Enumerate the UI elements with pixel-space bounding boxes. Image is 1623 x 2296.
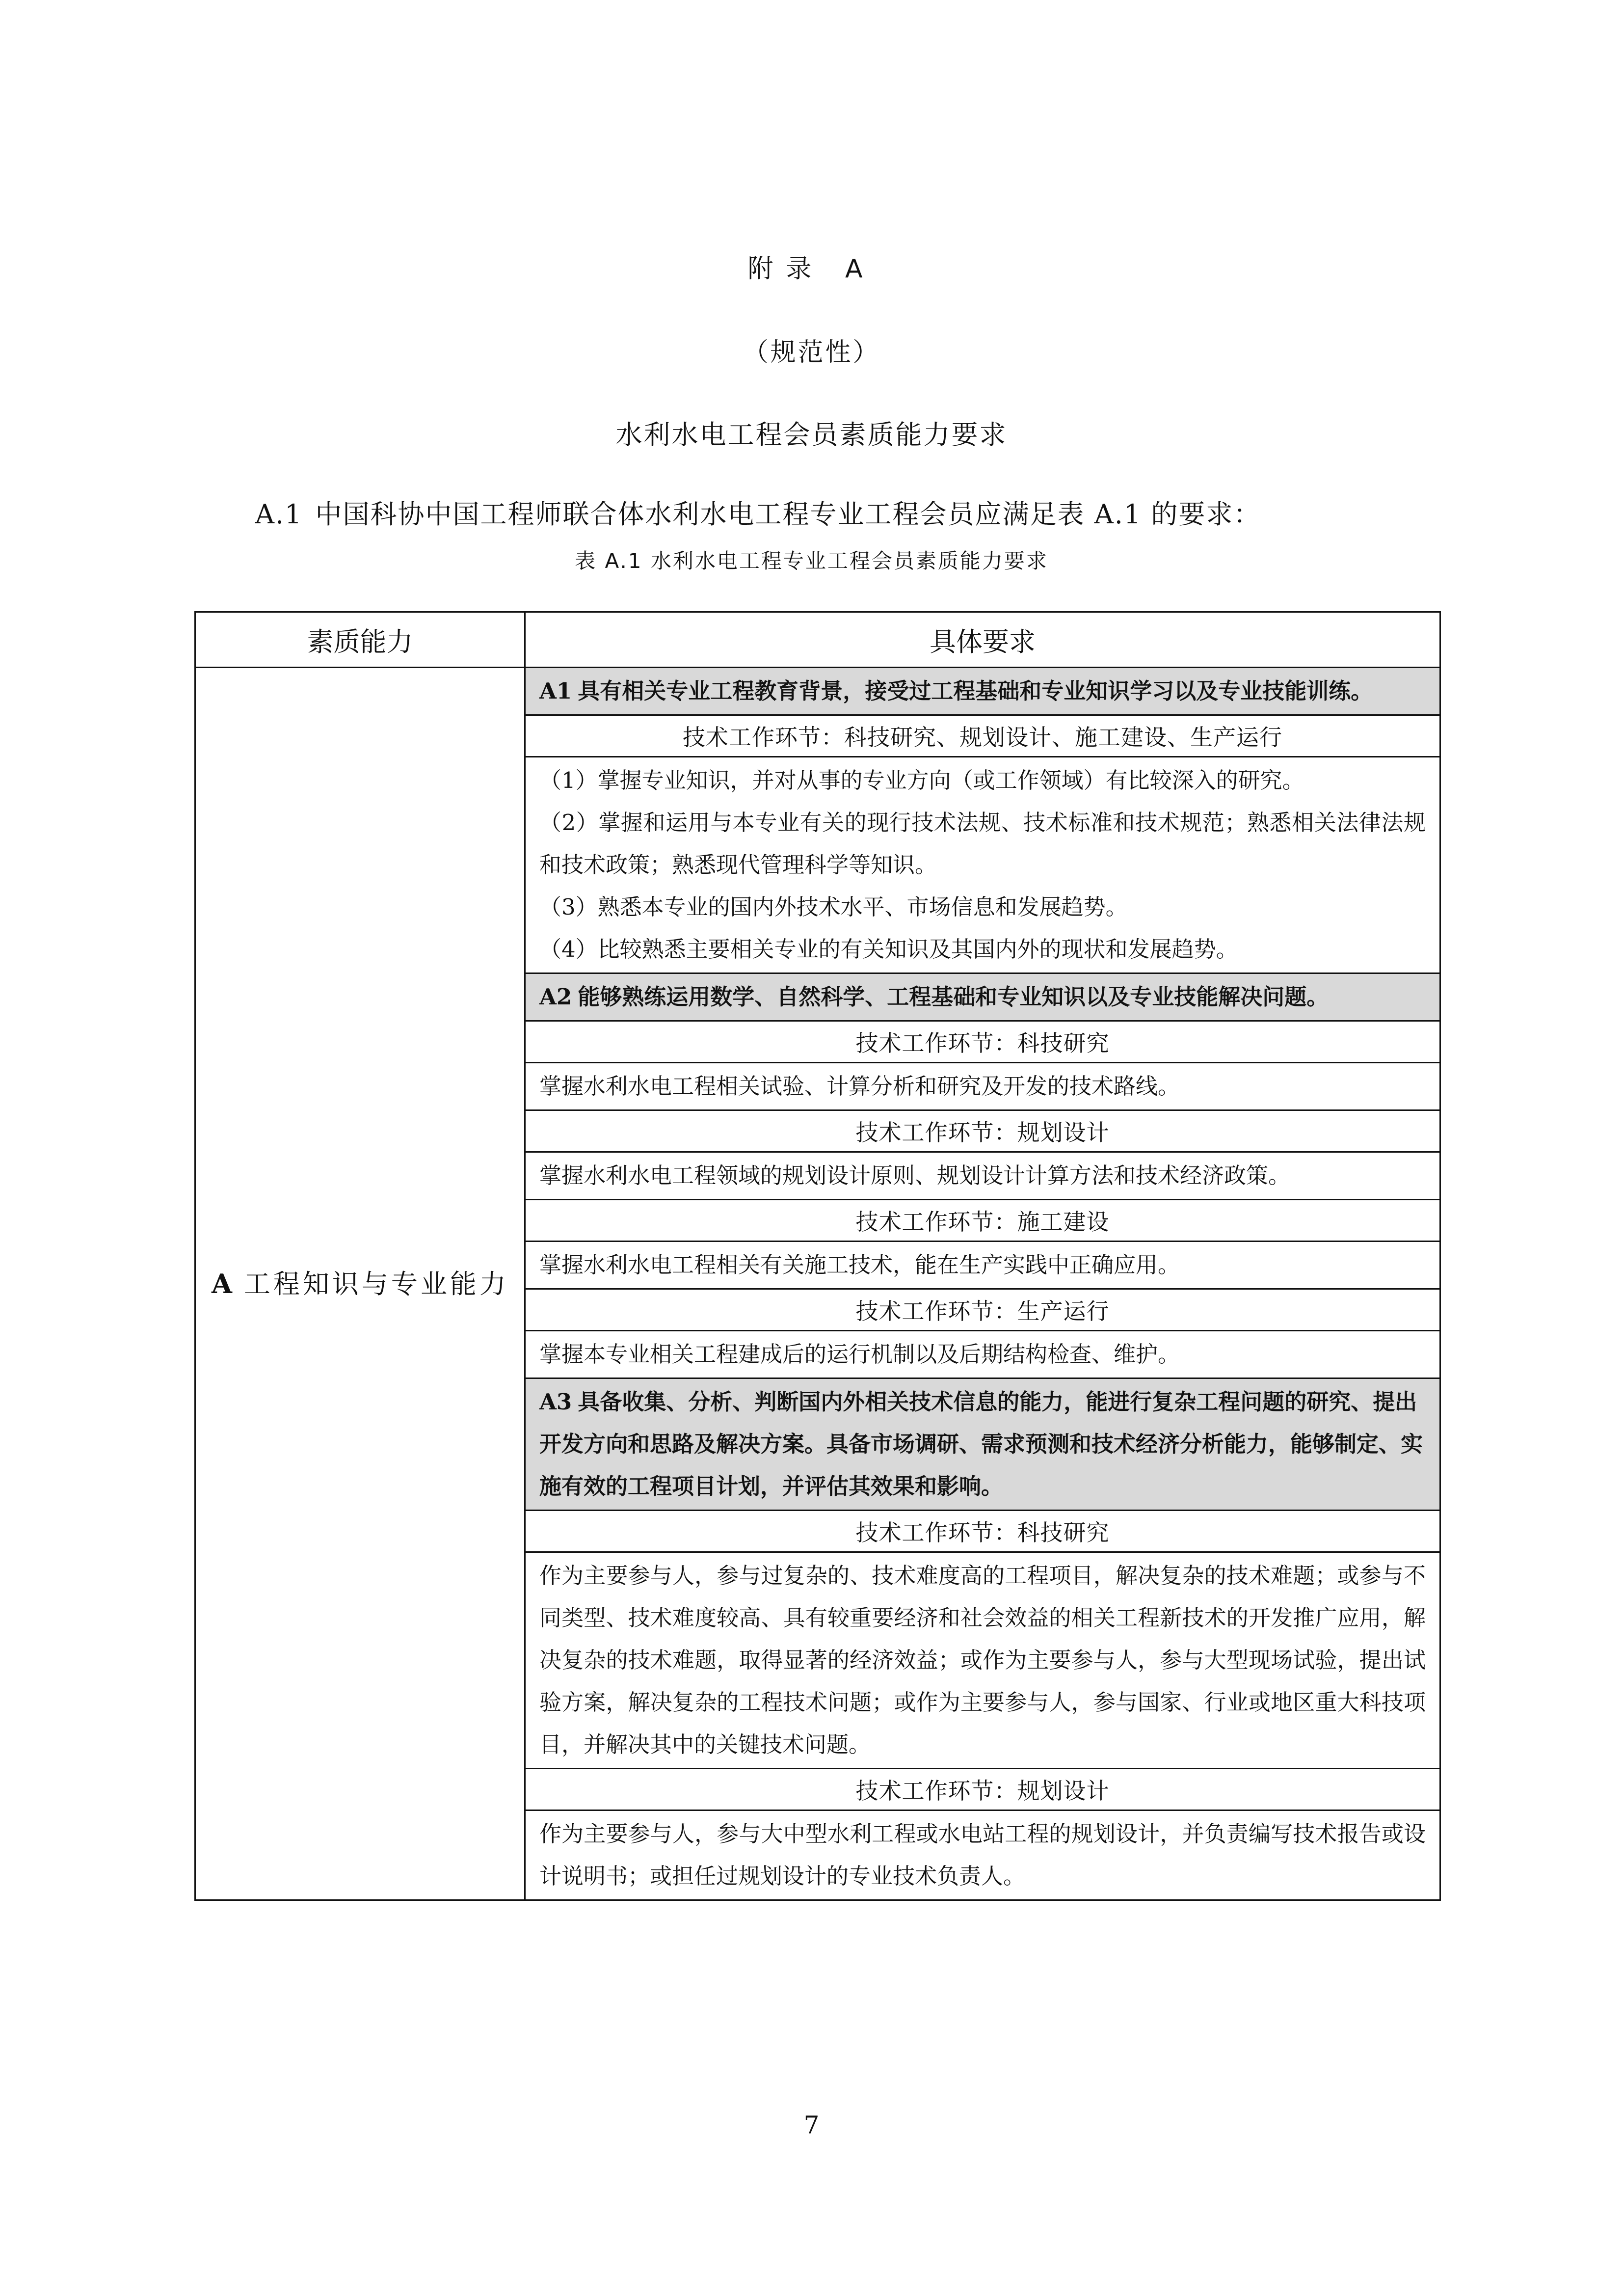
requirement-a1-code: A1 xyxy=(539,678,572,704)
category-cell xyxy=(195,668,525,1900)
detail-a1-item-3: （3）熟悉本专业的国内外技术水平、市场信息和发展趋势。 xyxy=(539,894,1128,920)
detail-a2-construction: 掌握水利水电工程相关有关施工技术，能在生产实践中正确应用。 xyxy=(525,1242,1440,1289)
detail-a3-research: 作为主要参与人，参与过复杂的、技术难度高的工程项目，解决复杂的技术难题；或参与不同类型、技术难度较高、具有较重要经济和社会效益的相关工程新技术的开发推广应用，解决复杂的技术难题，取得显著的经济效益；或作为主要参与人，参与大型现场试验，提出试验方案，解决复杂的工程技术问题；或作为主要参与人，参与国家、行业或地区重大科技项目，并解决其中的关键技术问题。 xyxy=(525,1552,1440,1769)
intro-paragraph xyxy=(255,493,1261,531)
detail-a1-item-4: （4）比较熟悉主要相关专业的有关知识及其国内外的现状和发展趋势。 xyxy=(539,936,1238,962)
requirement-a2-text: 能够熟练运用数学、自然科学、工程基础和专业知识以及专业技能解决问题。 xyxy=(578,984,1329,1010)
requirement-a3 xyxy=(525,1378,1440,1511)
table-header-row xyxy=(195,612,1440,668)
detail-a1-item-1: （1）掌握专业知识，并对从事的专业方向（或工作领域）有比较深入的研究。 xyxy=(539,767,1304,793)
requirement-a2 xyxy=(525,973,1440,1021)
stage-a2-planning: 技术工作环节：规划设计 xyxy=(525,1110,1440,1152)
stage-a2-research: 技术工作环节：科技研究 xyxy=(525,1021,1440,1063)
detail-a2-planning: 掌握水利水电工程领域的规划设计原则、规划设计计算方法和技术经济政策。 xyxy=(525,1152,1440,1200)
requirement-a1 xyxy=(525,668,1440,715)
requirement-a1-text: 具有相关专业工程教育背景，接受过工程基础和专业知识学习以及专业技能训练。 xyxy=(578,678,1373,704)
page-number: 7 xyxy=(803,2111,820,2139)
table-caption: 表 A.1 水利水电工程专业工程会员素质能力要求 xyxy=(575,549,1048,573)
detail-a2-operation: 掌握本专业相关工程建成后的运行机制以及后期结构检查、维护。 xyxy=(525,1331,1440,1378)
detail-a1 xyxy=(525,757,1440,973)
intro-number: A.1 xyxy=(255,499,303,530)
requirements-table xyxy=(194,611,1441,1901)
appendix-nature: （规范性） xyxy=(743,338,880,367)
requirement-a3-text: 具备收集、分析、判断国内外相关技术信息的能力，能进行复杂工程问题的研究、提出开发方向和思路及解决方案。具备市场调研、需求预测和技术经济分析能力，能够制定、实施有效的工程项目计划，并评估其效果和影响。 xyxy=(539,1389,1423,1499)
stage-a3-planning: 技术工作环节：规划设计 xyxy=(525,1769,1440,1810)
header-right: 具体要求 xyxy=(525,612,1440,668)
stage-a2-construction: 技术工作环节：施工建设 xyxy=(525,1200,1440,1242)
appendix-heading: 水利水电工程会员素质能力要求 xyxy=(615,419,1008,450)
stage-a3-research: 技术工作环节：科技研究 xyxy=(525,1511,1440,1552)
requirement-a2-code: A2 xyxy=(539,984,572,1010)
stage-a1: 技术工作环节：科技研究、规划设计、施工建设、生产运行 xyxy=(525,715,1440,757)
stage-a2-operation: 技术工作环节：生产运行 xyxy=(525,1289,1440,1331)
detail-a3-planning: 作为主要参与人，参与大中型水利工程或水电站工程的规划设计，并负责编写技术报告或设计说明书；或担任过规划设计的专业技术负责人。 xyxy=(525,1810,1440,1900)
appendix-title: 附录 A xyxy=(747,254,876,284)
category-code: A xyxy=(212,1268,235,1299)
detail-a1-item-2: （2）掌握和运用与本专业有关的现行技术法规、技术标准和技术规范；熟悉相关法律法规和技术政策；熟悉现代管理科学等知识。 xyxy=(539,810,1426,878)
table-row xyxy=(195,668,1440,715)
intro-text: 中国科协中国工程师联合体水利水电工程专业工程会员应满足表 A.1 的要求： xyxy=(315,499,1261,530)
header-left: 素质能力 xyxy=(195,612,525,668)
requirement-a3-code: A3 xyxy=(539,1389,572,1415)
category-label: 工程知识与专业能力 xyxy=(243,1268,509,1299)
detail-a2-research: 掌握水利水电工程相关试验、计算分析和研究及开发的技术路线。 xyxy=(525,1063,1440,1110)
